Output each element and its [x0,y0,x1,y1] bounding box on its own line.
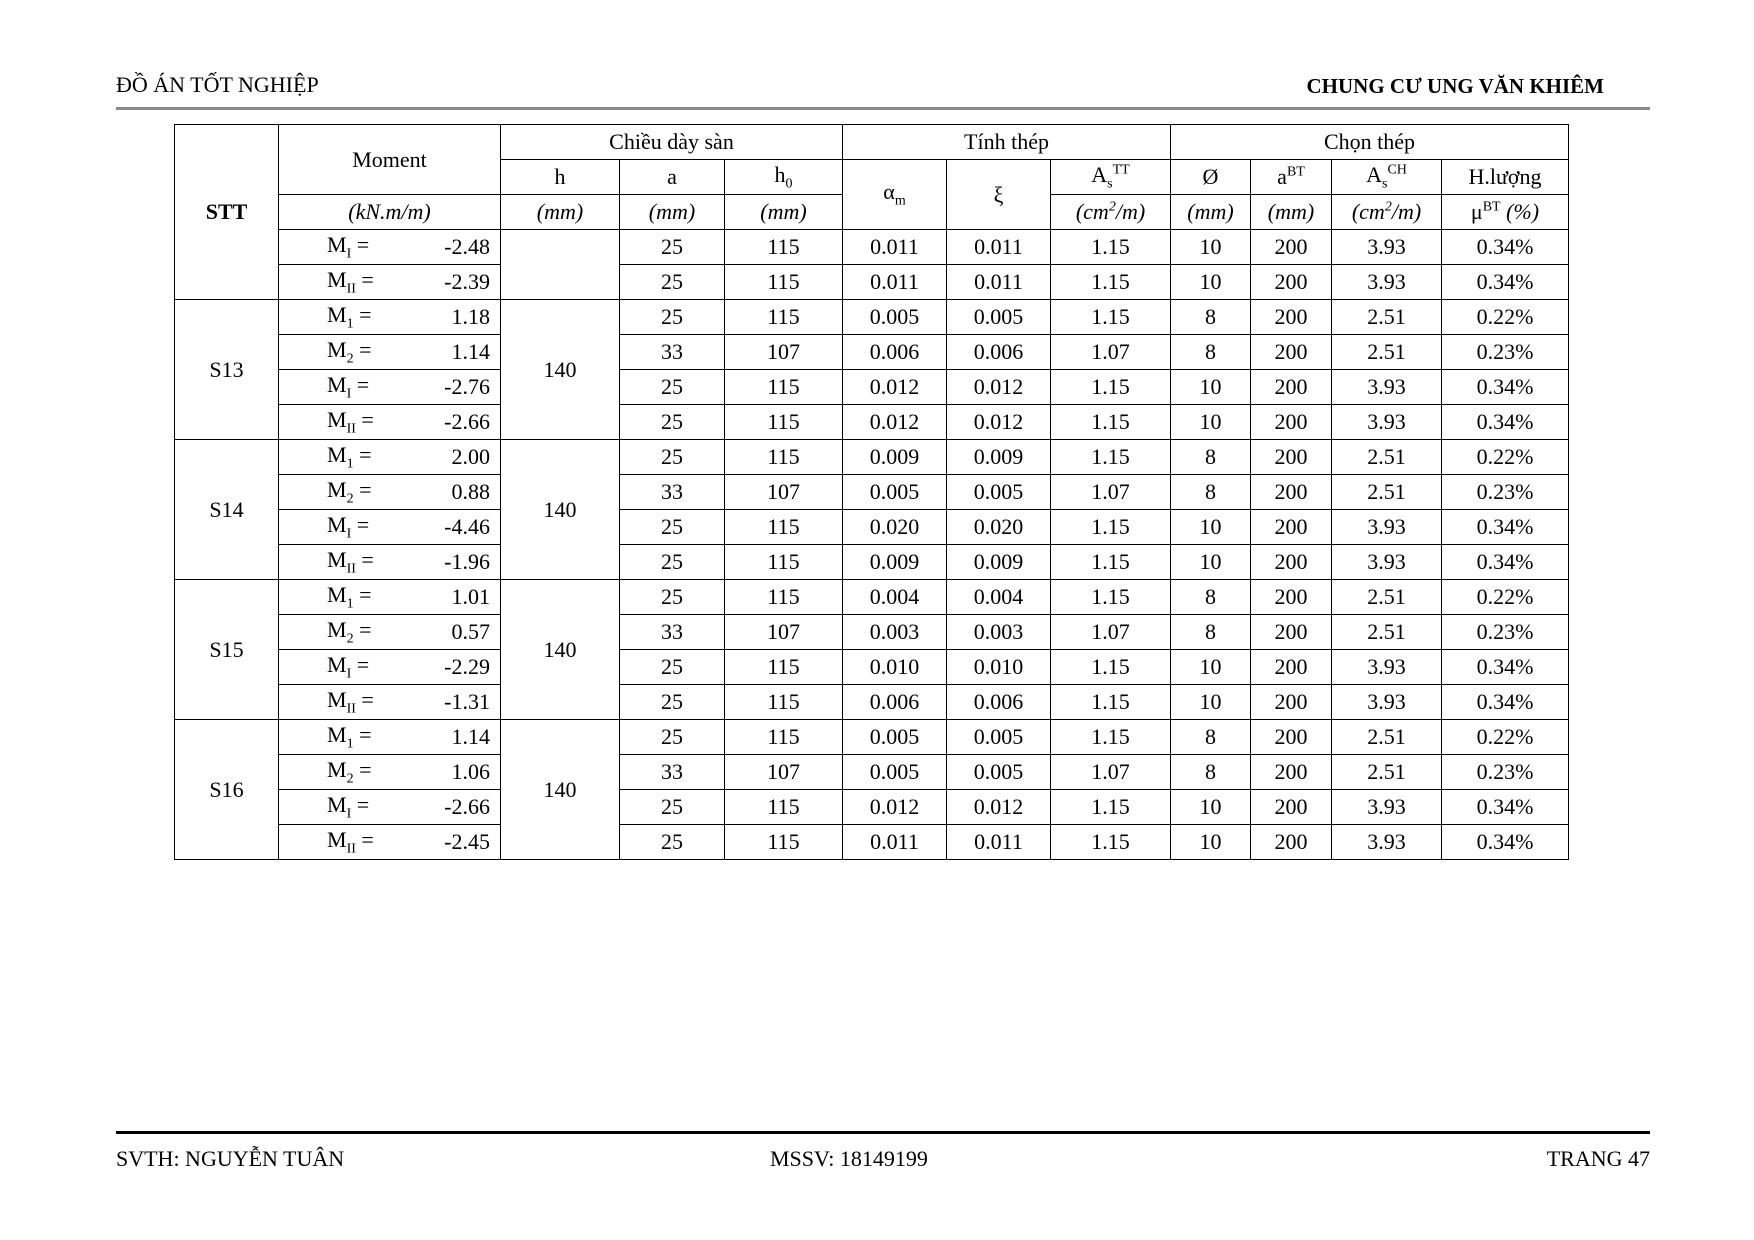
bar-diameter-cell: 8 [1171,300,1251,335]
reinforcement-ratio-cell: 0.22% [1442,720,1569,755]
effective-depth-cell: 115 [725,790,843,825]
effective-depth-cell: 107 [725,755,843,790]
header-title-left: ĐỒ ÁN TỐT NGHIỆP [116,72,319,97]
as-tt-unit: $(cm^2/m)$ [1051,195,1171,230]
effective-depth-cell: 115 [725,720,843,755]
cover-cell: 25 [620,405,725,440]
as-required-cell: 1.15 [1051,265,1171,300]
spacing-cell: 200 [1251,475,1332,510]
xi-cell: 0.011 [947,230,1051,265]
stt-header: STT [175,125,279,300]
spacing-cell: 200 [1251,720,1332,755]
reinforcement-ratio-cell: 0.23% [1442,615,1569,650]
as-required-cell: 1.15 [1051,300,1171,335]
moment-value-cell: -4.46 [391,510,501,545]
moment-name-cell: $M_2$ = [279,615,391,650]
xi-cell: 0.009 [947,440,1051,475]
moment-value-cell: -2.39 [391,265,501,300]
spacing-cell: 200 [1251,580,1332,615]
xi-cell: 0.003 [947,615,1051,650]
effective-depth-cell: 115 [725,370,843,405]
moment-name-cell: $M_2$ = [279,755,391,790]
xi-header: ξ [947,160,1051,230]
table-row [175,265,1569,300]
as-chosen-cell: 3.93 [1332,510,1442,545]
moment-name-cell: $M_1$ = [279,580,391,615]
cover-cell: 25 [620,650,725,685]
effective-depth-cell: 115 [725,230,843,265]
moment-value-cell: -2.48 [391,230,501,265]
table-row [175,230,1569,265]
spacing-cell: 200 [1251,335,1332,370]
moment-name-cell: $M_{II}$ = [279,405,391,440]
reinforcement-ratio-cell: 0.23% [1442,755,1569,790]
as-required-cell: 1.15 [1051,650,1171,685]
bar-diameter-cell: 8 [1171,440,1251,475]
cover-cell: 25 [620,580,725,615]
reinforcement-ratio-cell: 0.34% [1442,510,1569,545]
cover-cell: 25 [620,370,725,405]
reinforcement-ratio-cell: 0.34% [1442,545,1569,580]
thickness-cell [501,230,620,300]
moment-value-cell: 1.14 [391,720,501,755]
moment-value-cell: -2.45 [391,825,501,860]
bar-diameter-cell: 10 [1171,685,1251,720]
bar-diameter-cell: 8 [1171,580,1251,615]
moment-name-cell: $M_I$ = [279,650,391,685]
cover-cell: 33 [620,755,725,790]
spacing-cell: 200 [1251,545,1332,580]
h0-header: $h_0$ [725,160,843,195]
slab-id-cell: S15 [175,580,279,720]
cover-cell: 33 [620,335,725,370]
moment-value-cell: -2.76 [391,370,501,405]
bar-diameter-cell: 10 [1171,825,1251,860]
alpha-m-cell: 0.011 [843,230,947,265]
as-required-cell: 1.15 [1051,405,1171,440]
xi-cell: 0.020 [947,510,1051,545]
xi-cell: 0.012 [947,405,1051,440]
a-unit: (mm) [620,195,725,230]
as-chosen-cell: 3.93 [1332,370,1442,405]
xi-cell: 0.010 [947,650,1051,685]
as-chosen-cell: 2.51 [1332,720,1442,755]
spacing-cell: 200 [1251,685,1332,720]
slab-id-cell: S13 [175,300,279,440]
steel-calculation-table [174,124,1569,860]
moment-value-cell: -1.31 [391,685,501,720]
moment-name-cell: $M_{II}$ = [279,685,391,720]
table-row [175,335,1569,370]
table-row [175,370,1569,405]
as-required-cell: 1.15 [1051,510,1171,545]
thickness-cell: 140 [501,300,620,440]
h-header: h [501,160,620,195]
as-required-cell: 1.15 [1051,685,1171,720]
as-required-cell: 1.15 [1051,790,1171,825]
alpha-m-cell: 0.011 [843,265,947,300]
effective-depth-cell: 107 [725,475,843,510]
table-row [175,300,1569,335]
as-required-cell: 1.15 [1051,370,1171,405]
bar-diameter-cell: 10 [1171,650,1251,685]
as-chosen-cell: 2.51 [1332,755,1442,790]
xi-cell: 0.011 [947,825,1051,860]
alpha-m-cell: 0.005 [843,300,947,335]
moment-name-cell: $M_2$ = [279,335,391,370]
xi-cell: 0.005 [947,755,1051,790]
as-required-cell: 1.07 [1051,755,1171,790]
alpha-m-cell: 0.012 [843,790,947,825]
as-chosen-cell: 3.93 [1332,790,1442,825]
moment-name-cell: $M_I$ = [279,790,391,825]
spacing-cell: 200 [1251,300,1332,335]
bar-diameter-cell: 8 [1171,755,1251,790]
table-row [175,440,1569,475]
moment-value-cell: 1.06 [391,755,501,790]
as-chosen-cell: 3.93 [1332,405,1442,440]
effective-depth-cell: 115 [725,580,843,615]
moment-name-cell: $M_2$ = [279,475,391,510]
table-row [175,510,1569,545]
thickness-cell: 140 [501,440,620,580]
moment-header: Moment [279,125,501,195]
reinforcement-ratio-cell: 0.23% [1442,335,1569,370]
spacing-cell: 200 [1251,650,1332,685]
spacing-cell: 200 [1251,615,1332,650]
bar-diameter-cell: 10 [1171,265,1251,300]
effective-depth-cell: 115 [725,685,843,720]
moment-name-cell: $M_{II}$ = [279,825,391,860]
table-row [175,475,1569,510]
as-ch-header: $A_s^{CH}$ [1332,160,1442,195]
as-chosen-cell: 3.93 [1332,685,1442,720]
moment-value-cell: 1.18 [391,300,501,335]
bar-diameter-cell: 10 [1171,790,1251,825]
cover-cell: 25 [620,685,725,720]
as-chosen-cell: 2.51 [1332,615,1442,650]
spacing-cell: 200 [1251,790,1332,825]
as-chosen-cell: 3.93 [1332,825,1442,860]
spacing-cell: 200 [1251,405,1332,440]
table-row [175,790,1569,825]
as-chosen-cell: 3.93 [1332,545,1442,580]
bar-diameter-cell: 10 [1171,510,1251,545]
xi-cell: 0.011 [947,265,1051,300]
spacing-cell: 200 [1251,440,1332,475]
slab-id-cell: S16 [175,720,279,860]
as-chosen-cell: 2.51 [1332,580,1442,615]
cover-cell: 25 [620,790,725,825]
thickness-group-header: Chiều dày sàn [501,125,843,160]
as-chosen-cell: 3.93 [1332,650,1442,685]
table-row [175,720,1569,755]
table-row [175,650,1569,685]
as-required-cell: 1.15 [1051,720,1171,755]
moment-value-cell: 1.01 [391,580,501,615]
bar-diameter-cell: 8 [1171,475,1251,510]
xi-cell: 0.012 [947,370,1051,405]
as-required-cell: 1.15 [1051,825,1171,860]
as-required-cell: 1.15 [1051,440,1171,475]
table-row [175,825,1569,860]
xi-cell: 0.005 [947,720,1051,755]
as-required-cell: 1.07 [1051,615,1171,650]
bar-diameter-cell: 10 [1171,370,1251,405]
spacing-cell: 200 [1251,370,1332,405]
reinforcement-ratio-cell: 0.34% [1442,825,1569,860]
mu-unit: $\mu^{BT}$ (%) [1442,195,1569,230]
cover-cell: 25 [620,265,725,300]
as-required-cell: 1.07 [1051,475,1171,510]
bar-diameter-cell: 8 [1171,335,1251,370]
effective-depth-cell: 115 [725,825,843,860]
h-unit: (mm) [501,195,620,230]
moment-value-cell: -2.66 [391,405,501,440]
cover-cell: 25 [620,720,725,755]
reinforcement-ratio-cell: 0.34% [1442,790,1569,825]
bar-diameter-cell: 10 [1171,230,1251,265]
reinforcement-ratio-cell: 0.34% [1442,650,1569,685]
as-required-cell: 1.15 [1051,230,1171,265]
moment-name-cell: $M_1$ = [279,720,391,755]
content-header: H.lượng [1442,160,1569,195]
footer-divider [116,1131,1650,1134]
bar-diameter-cell: 10 [1171,405,1251,440]
reinforcement-ratio-cell: 0.34% [1442,685,1569,720]
table-row [175,685,1569,720]
a-bt-header: $a^{BT}$ [1251,160,1332,195]
spacing-cell: 200 [1251,825,1332,860]
effective-depth-cell: 115 [725,440,843,475]
cover-cell: 25 [620,510,725,545]
footer-student-id: MSSV: 18149199 [770,1146,928,1171]
alpha-m-cell: 0.012 [843,370,947,405]
header-title-right: CHUNG CƯ UNG VĂN KHIÊM [1306,74,1604,98]
moment-unit: (kN.m/m) [279,195,501,230]
xi-cell: 0.009 [947,545,1051,580]
as-chosen-cell: 2.51 [1332,335,1442,370]
xi-cell: 0.012 [947,790,1051,825]
alpha-m-cell: 0.012 [843,405,947,440]
as-chosen-cell: 3.93 [1332,230,1442,265]
moment-value-cell: 2.00 [391,440,501,475]
steel-calc-group-header: Tính thép [843,125,1171,160]
a-header: a [620,160,725,195]
reinforcement-ratio-cell: 0.22% [1442,580,1569,615]
alpha-m-cell: 0.006 [843,335,947,370]
moment-value-cell: 1.14 [391,335,501,370]
table-row [175,615,1569,650]
moment-name-cell: $M_{II}$ = [279,265,391,300]
alpha-m-cell: 0.005 [843,755,947,790]
moment-name-cell: $M_I$ = [279,510,391,545]
bar-diameter-cell: 8 [1171,615,1251,650]
as-required-cell: 1.15 [1051,580,1171,615]
spacing-cell: 200 [1251,755,1332,790]
cover-cell: 33 [620,475,725,510]
alpha-m-header: $\alpha_m$ [843,160,947,230]
slab-id-cell: S14 [175,440,279,580]
thickness-cell: 140 [501,720,620,860]
moment-name-cell: $M_I$ = [279,370,391,405]
moment-value-cell: 0.88 [391,475,501,510]
alpha-m-cell: 0.004 [843,580,947,615]
spacing-cell: 200 [1251,265,1332,300]
xi-cell: 0.005 [947,475,1051,510]
alpha-m-cell: 0.009 [843,545,947,580]
reinforcement-ratio-cell: 0.22% [1442,300,1569,335]
effective-depth-cell: 115 [725,405,843,440]
as-tt-header: $A_s^{TT}$ [1051,160,1171,195]
alpha-m-cell: 0.003 [843,615,947,650]
cover-cell: 25 [620,545,725,580]
reinforcement-ratio-cell: 0.23% [1442,475,1569,510]
moment-name-cell: $M_I$ = [279,230,391,265]
reinforcement-ratio-cell: 0.34% [1442,370,1569,405]
table-row [175,545,1569,580]
spacing-cell: 200 [1251,510,1332,545]
reinforcement-ratio-cell: 0.34% [1442,265,1569,300]
phi-header: Ø [1171,160,1251,195]
effective-depth-cell: 107 [725,615,843,650]
xi-cell: 0.004 [947,580,1051,615]
moment-value-cell: -2.29 [391,650,501,685]
as-chosen-cell: 2.51 [1332,440,1442,475]
alpha-m-cell: 0.009 [843,440,947,475]
as-required-cell: 1.07 [1051,335,1171,370]
phi-unit: (mm) [1171,195,1251,230]
moment-name-cell: $M_1$ = [279,300,391,335]
xi-cell: 0.006 [947,685,1051,720]
as-ch-unit: $(cm^2/m)$ [1332,195,1442,230]
as-required-cell: 1.15 [1051,545,1171,580]
thickness-cell: 140 [501,580,620,720]
effective-depth-cell: 115 [725,545,843,580]
moment-name-cell: $M_{II}$ = [279,545,391,580]
cover-cell: 25 [620,440,725,475]
cover-cell: 25 [620,825,725,860]
xi-cell: 0.006 [947,335,1051,370]
alpha-m-cell: 0.005 [843,720,947,755]
effective-depth-cell: 115 [725,510,843,545]
steel-select-group-header: Chọn thép [1171,125,1569,160]
bar-diameter-cell: 8 [1171,720,1251,755]
cover-cell: 33 [620,615,725,650]
xi-cell: 0.005 [947,300,1051,335]
h0-unit: (mm) [725,195,843,230]
reinforcement-ratio-cell: 0.22% [1442,440,1569,475]
cover-cell: 25 [620,230,725,265]
alpha-m-cell: 0.011 [843,825,947,860]
header-row-1 [175,125,1569,160]
moment-value-cell: -1.96 [391,545,501,580]
moment-name-cell: $M_1$ = [279,440,391,475]
header-divider [116,107,1650,110]
as-chosen-cell: 3.93 [1332,265,1442,300]
table-row [175,580,1569,615]
as-chosen-cell: 2.51 [1332,300,1442,335]
effective-depth-cell: 115 [725,650,843,685]
reinforcement-ratio-cell: 0.34% [1442,230,1569,265]
effective-depth-cell: 115 [725,300,843,335]
spacing-cell: 200 [1251,230,1332,265]
cover-cell: 25 [620,300,725,335]
footer-student: SVTH: NGUYỄN TUÂN [116,1146,345,1171]
bar-diameter-cell: 10 [1171,545,1251,580]
effective-depth-cell: 107 [725,335,843,370]
table-row [175,405,1569,440]
alpha-m-cell: 0.010 [843,650,947,685]
alpha-m-cell: 0.020 [843,510,947,545]
reinforcement-ratio-cell: 0.34% [1442,405,1569,440]
as-chosen-cell: 2.51 [1332,475,1442,510]
alpha-m-cell: 0.005 [843,475,947,510]
footer-page-number: TRANG 47 [1546,1146,1650,1171]
effective-depth-cell: 115 [725,265,843,300]
a-bt-unit: (mm) [1251,195,1332,230]
moment-value-cell: -2.66 [391,790,501,825]
table-row [175,755,1569,790]
alpha-m-cell: 0.006 [843,685,947,720]
moment-value-cell: 0.57 [391,615,501,650]
